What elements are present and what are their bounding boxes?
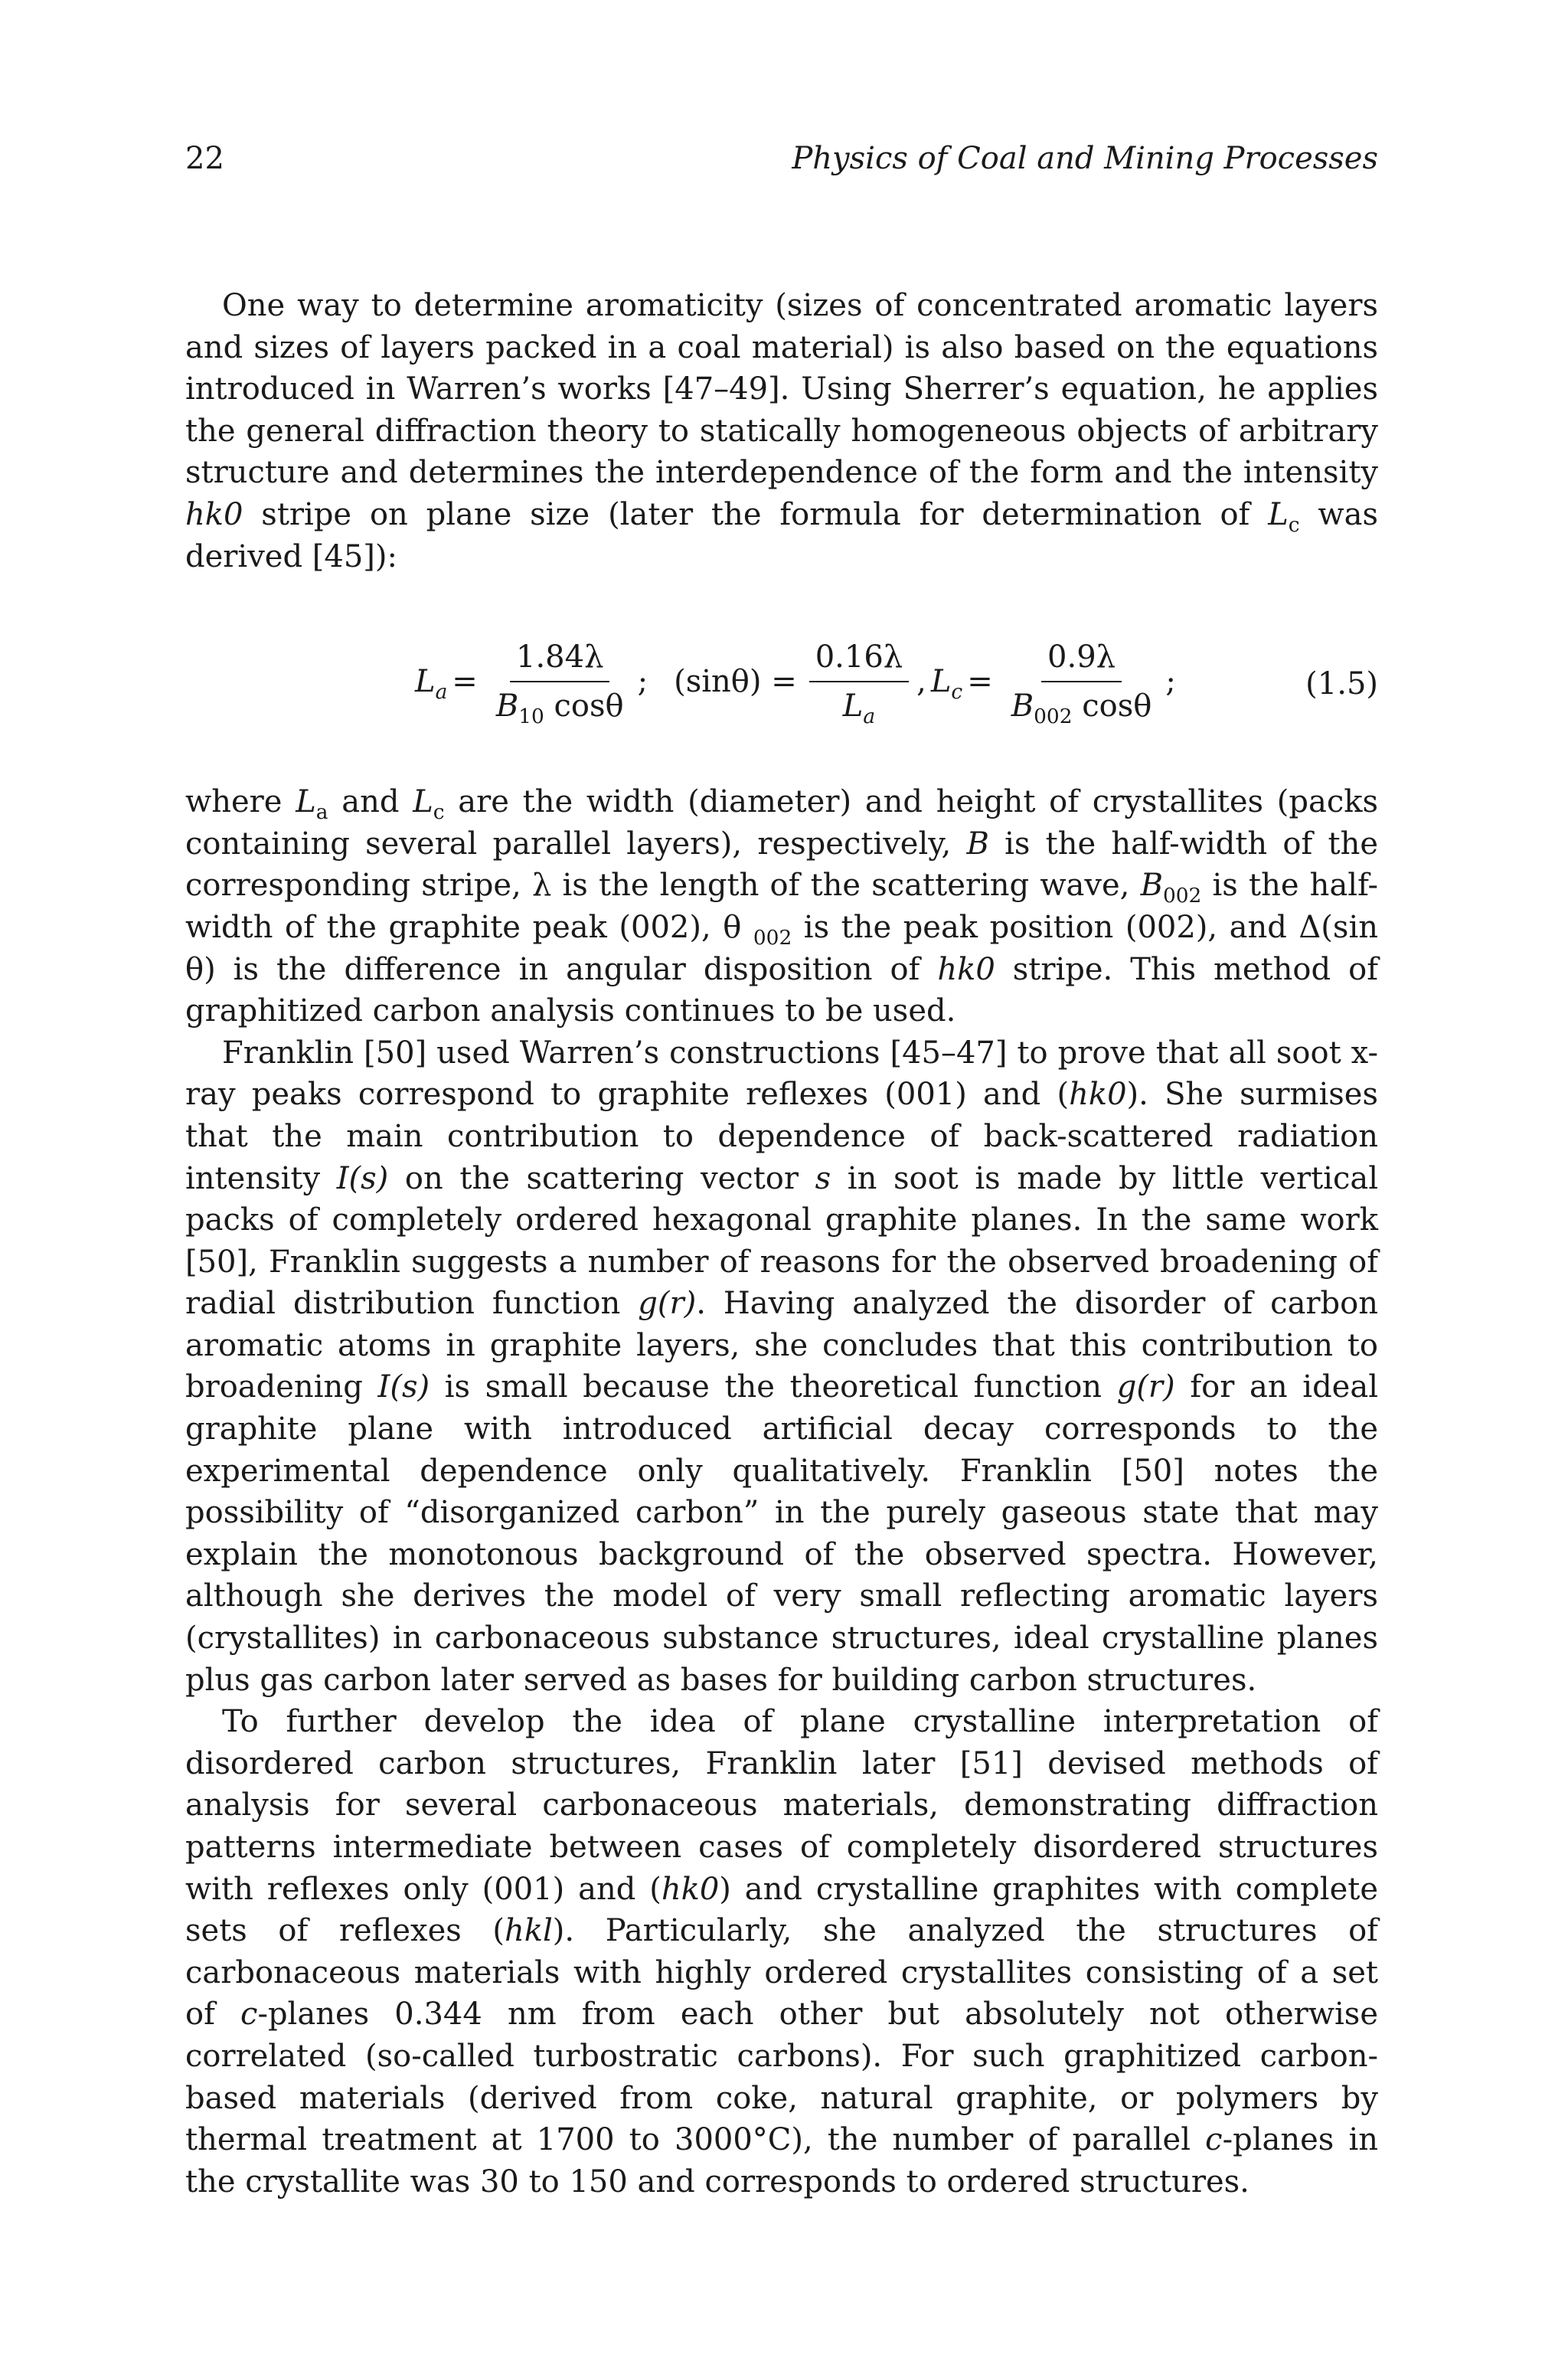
eq-fraction-1	[490, 636, 630, 728]
p1-text-a: One way to determine aromaticity (sizes of concentrated aromatic layers and sizes of layers packed in a coal material) is also based on the equations introduced in Warren’s works [47–49]. Using Sherrer’s equation, he applies the general diffraction theory to statically homogeneous objects of arbitrary structure and determines the interdependence of the form and the intensity	[185, 288, 1378, 491]
eq-fraction-3	[1005, 636, 1158, 728]
eq-sep-1: ;	[637, 663, 648, 699]
running-title: Physics of Coal and Mining Processes	[792, 141, 1378, 176]
body-text	[185, 285, 1378, 2203]
p1-hk0: hk0	[185, 496, 243, 532]
eq-frac3-numerator: 0.9λ	[1041, 636, 1122, 683]
p1-text-b: stripe on plane size (later the formula for determination of	[243, 496, 1269, 532]
eq-La: $L_a$	[415, 663, 448, 704]
eq-equals-1: =	[452, 663, 478, 699]
eq-Lc: $L_c$	[930, 663, 963, 704]
page-header	[185, 141, 1378, 187]
eq-sep-2: ,	[916, 663, 926, 699]
equation-number: (1.5)	[1305, 666, 1378, 702]
paragraph-2: where $L_a$ and $L_c$ are the width (diameter) and height of crystallites (packs containing several parallel layers), respectively, B is the half-width of the corresponding stripe, λ is the length of the scattering wave, $B_{002}$ is the half-width of the graphite peak (002), θ $_{002}$ is the peak position (002), and Δ(sin θ) is the difference in angular disposition of hk0 stripe. This method of graphitized carbon analysis continues to be used.	[185, 784, 1378, 1029]
eq-sin-expr: (sinθ) =	[674, 663, 797, 699]
eq-fraction-2	[809, 636, 909, 728]
eq-frac1-numerator: 1.84λ	[510, 636, 609, 683]
equation-1-5	[415, 639, 1181, 729]
p1-L: L	[1268, 496, 1289, 532]
eq-frac2-numerator: 0.16λ	[809, 636, 909, 683]
paragraph-1	[185, 285, 1378, 577]
eq-equals-2: =	[967, 663, 993, 699]
equation-block	[185, 577, 1378, 781]
paragraph-4: To further develop the idea of plane crystalline interpretation of disordered carbon structures, Franklin later [51] devised methods of analysis for several carbonaceous materials, demonstrating diffraction patterns intermediate between cases of completely disordered structures with reflexes only (001) and (hk0) and crystalline graphites with complete sets of reflexes (hkl). Particularly, she analyzed the structures of carbonaceous materials with highly ordered crystallites consisting of a set of c-planes 0.344 nm from each other but absolutely not otherwise correlated (so-called turbostratic carbons). For such graphitized carbon-based materials (derived from coke, natural graphite, or polymers by thermal treatment at 1700 to 3000°C), the number of parallel c-planes in the crystallite was 30 to 150 and corresponds to ordered structures.	[185, 1704, 1378, 2200]
eq-frac1-denominator: $B_{10}$ cosθ	[495, 688, 624, 729]
page-number: 22	[185, 141, 224, 176]
eq-frac2-denominator: $L_a$	[842, 688, 876, 729]
eq-frac3-denominator: $B_{002}$ cosθ	[1011, 688, 1152, 729]
eq-sep-3: ;	[1165, 663, 1176, 699]
p1-text-c: was derived [45]):	[185, 496, 1379, 574]
p1-sub-c: c	[1288, 512, 1300, 537]
paragraph-3: Franklin [50] used Warren’s constructions [45–47] to prove that all soot x-ray peaks correspond to graphite reflexes (001) and (hk0). She surmises that the main contribution to dependence of back-scattered radiation intensity I(s) on the scattering vector s in soot is made by little vertical packs of completely ordered hexagonal graphite planes. In the same work [50], Franklin suggests a number of reasons for the observed broadening of radial distribution function g(r). Having analyzed the disorder of carbon aromatic atoms in graphite layers, she concludes that this contribution to broadening I(s) is small because the theoretical function g(r) for an ideal graphite plane with introduced artificial decay corresponds to the experimental dependence only qualitatively. Franklin [50] notes the possibility of “disorganized carbon” in the purely gaseous state that may explain the monotonous background of the observed spectra. However, although she derives the model of very small reflecting aromatic layers (crystallites) in carbonaceous substance structures, ideal crystalline planes plus gas carbon later served as bases for building carbon structures.	[185, 1035, 1378, 1698]
